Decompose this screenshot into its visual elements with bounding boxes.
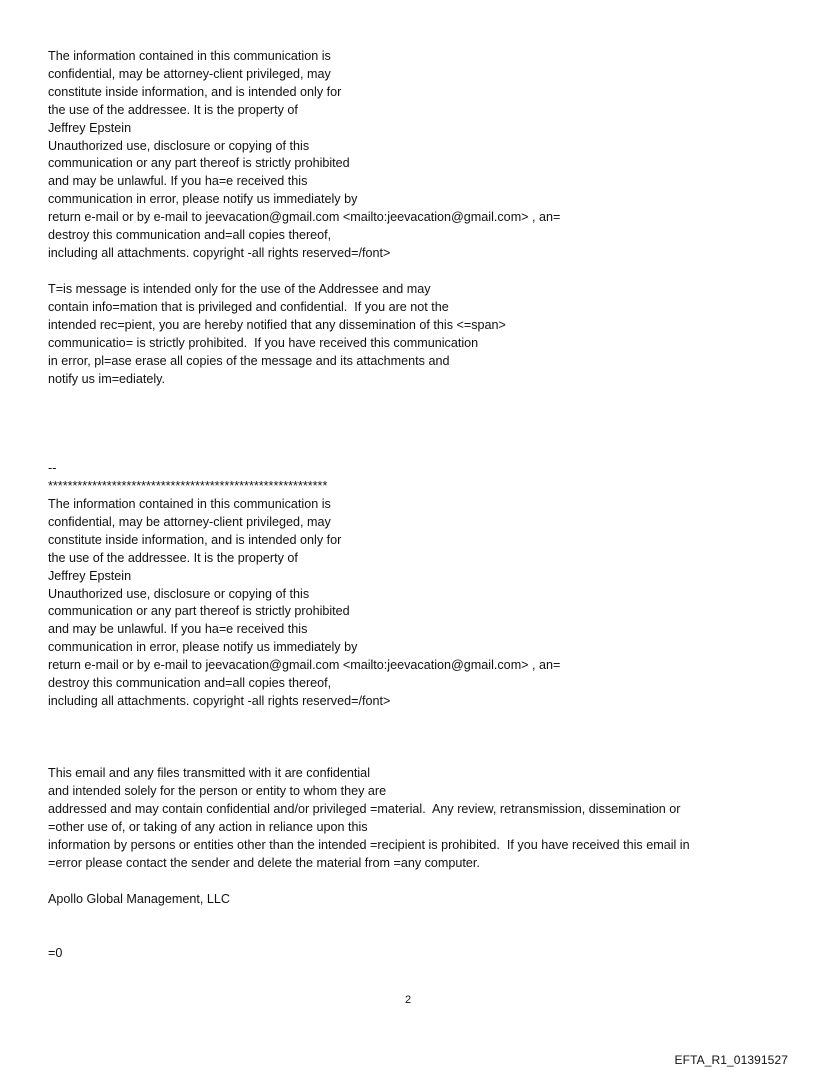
document-id: EFTA_R1_01391527 (674, 1053, 788, 1067)
text-line: return e-mail or by e-mail to jeevacation@gmail.com <mailto:jeevacation@gmail.com> , an= (48, 658, 561, 673)
text-line: The information contained in this communication is (48, 49, 331, 63)
text-line: the use of the addressee. It is the property of (48, 102, 298, 117)
text-line: Unauthorized use, disclosure or copying of this (48, 138, 310, 153)
text-line: communicatio= is strictly prohibited. If you have received this communication (48, 335, 479, 350)
confidentiality-notice-3 (48, 496, 788, 711)
text-line: =other use of, or taking of any action in reliance upon this (48, 819, 368, 834)
confidentiality-notice-1 (48, 48, 788, 263)
text-line: Jeffrey Epstein (48, 120, 132, 135)
text-line: communication or any part thereof is strictly prohibited (48, 604, 350, 619)
text-line: and intended solely for the person or entity to whom they are (48, 783, 387, 798)
text-line: constitute inside information, and is intended only for (48, 532, 342, 547)
text-line: Unauthorized use, disclosure or copying of this (48, 586, 310, 601)
company-line: Apollo Global Management, LLC (48, 892, 231, 906)
text-line: destroy this communication and=all copies thereof, (48, 228, 332, 243)
text-line: and may be unlawful. If you ha=e received this (48, 622, 308, 637)
apollo-disclaimer (48, 765, 788, 872)
text-line: the use of the addressee. It is the property of (48, 550, 298, 565)
page-number: 2 (404, 994, 412, 1006)
text-line: in error, pl=ase erase all copies of the message and its attachments and (48, 353, 450, 368)
trailer-line: =0 (48, 946, 63, 960)
text-line: communication or any part thereof is strictly prohibited (48, 156, 350, 171)
signature-separator (48, 460, 788, 496)
text-line: intended rec=pient, you are hereby notified that any dissemination of this <=span> (48, 317, 506, 332)
text-line: communication in error, please notify us immediately by (48, 640, 358, 655)
text-line: destroy this communication and=all copies thereof, (48, 676, 332, 691)
dash-separator: -- (48, 461, 57, 475)
text-line: confidential, may be attorney-client privileged, may (48, 66, 331, 81)
text-line: confidential, may be attorney-client privileged, may (48, 514, 331, 529)
text-line: Jeffrey Epstein (48, 568, 132, 583)
text-line: information by persons or entities other than the intended =recipient is prohibited. If you have received this email in (48, 837, 690, 852)
star-separator: ********************************************************* (48, 478, 328, 493)
text-line: return e-mail or by e-mail to jeevacation@gmail.com <mailto:jeevacation@gmail.com> , an= (48, 210, 561, 225)
text-line: =error please contact the sender and delete the material from =any computer. (48, 855, 480, 870)
text-line: constitute inside information, and is intended only for (48, 84, 342, 99)
text-line: contain info=mation that is privileged and confidential. If you are not the (48, 299, 449, 314)
confidentiality-notice-2 (48, 281, 788, 388)
text-line: communication in error, please notify us immediately by (48, 192, 358, 207)
trailer (48, 945, 788, 963)
text-line: and may be unlawful. If you ha=e received this (48, 174, 308, 189)
text-line: addressed and may contain confidential and/or privileged =material. Any review, retransmission, dissemination or (48, 801, 681, 816)
text-line: T=is message is intended only for the use of the Addressee and may (48, 282, 431, 296)
company-name (48, 891, 788, 909)
text-line: including all attachments. copyright -all rights reserved=/font> (48, 693, 391, 708)
text-line: The information contained in this communication is (48, 497, 331, 511)
text-line: including all attachments. copyright -all rights reserved=/font> (48, 245, 391, 260)
text-line: This email and any files transmitted with it are confidential (48, 766, 370, 780)
text-line: notify us im=ediately. (48, 371, 166, 386)
